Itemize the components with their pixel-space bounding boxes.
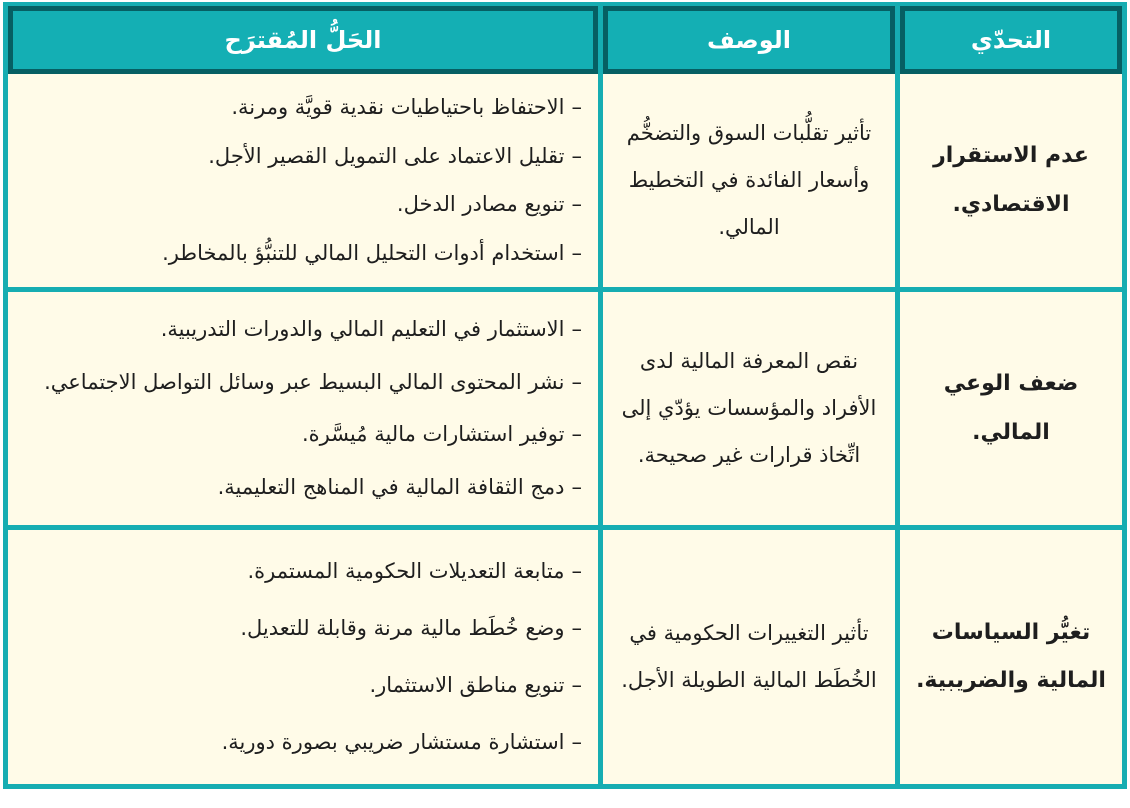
solution-item [28,607,582,650]
row1-description-cell: تأثير تقلُّبات السوق والتضخُّم وأسعار الفائدة في التخطيط المالي. [603,74,895,287]
dash-bullet: – [571,241,582,266]
header-cell-challenge: التحدّي [900,6,1122,74]
solution-text: نشر المحتوى المالي البسيط عبر وسائل التواصل الاجتماعي. [44,369,565,394]
solution-item [28,466,582,509]
row1-challenge-cell: عدم الاستقرار الاقتصادي. [900,74,1122,287]
row2-challenge-cell: ضعف الوعي المالي. [900,292,1122,525]
dash-bullet: – [571,475,582,500]
dash-bullet: – [571,672,582,697]
table-body [8,74,1122,784]
solution-text: استشارة مستشار ضريبي بصورة دورية. [221,729,565,754]
solution-item [28,183,582,226]
solution-item [28,721,582,764]
dash-bullet: – [571,94,582,119]
table-header-row [8,6,1122,74]
solution-text: توفير استشارات مالية مُيسَّرة. [301,422,565,447]
dash-bullet: – [571,558,582,583]
header-cell-solution: الحَلُّ المُقترَح [8,6,598,74]
row2-description-cell: نقص المعرفة المالية لدى الأفراد والمؤسسات يؤدّي إلى اتِّخاذ قرارات غير صحيحة. [603,292,895,525]
solution-text: تقليل الاعتماد على التمويل القصير الأجل. [208,143,565,168]
dash-bullet: – [571,369,582,394]
solution-text: متابعة التعديلات الحكومية المستمرة. [247,558,565,583]
dash-bullet: – [571,422,582,447]
solution-item [28,232,582,275]
row1-solution-cell [8,74,598,287]
solution-item [28,361,582,404]
solution-text: استخدام أدوات التحليل المالي للتنبُّؤ بالمخاطر. [162,241,565,266]
dash-bullet: – [571,615,582,640]
solution-text: الاستثمار في التعليم المالي والدورات التدريبية. [160,316,565,341]
challenges-solutions-table [3,2,1127,789]
row3-solution-cell [8,530,598,784]
solution-item [28,86,582,129]
row3-description-cell: تأثير التغييرات الحكومية في الخُطَط المالية الطويلة الأجل. [603,530,895,784]
row2-solution-cell [8,292,598,525]
dash-bullet: – [571,192,582,217]
solution-item [28,135,582,178]
dash-bullet: – [571,143,582,168]
solution-item [28,413,582,456]
solution-text: دمج الثقافة المالية في المناهج التعليمية. [217,475,565,500]
row3-challenge-cell: تغيُّر السياسات المالية والضريبية. [900,530,1122,784]
dash-bullet: – [571,316,582,341]
solution-text: تنويع مصادر الدخل. [396,192,565,217]
solution-item [28,550,582,593]
dash-bullet: – [571,729,582,754]
solution-text: تنويع مناطق الاستثمار. [369,672,565,697]
solution-item [28,664,582,707]
solution-text: الاحتفاظ باحتياطيات نقدية قويَّة ومرنة. [231,94,565,119]
solution-item [28,308,582,351]
solution-text: وضع خُطَط مالية مرنة وقابلة للتعديل. [240,615,565,640]
header-cell-description: الوصف [603,6,895,74]
